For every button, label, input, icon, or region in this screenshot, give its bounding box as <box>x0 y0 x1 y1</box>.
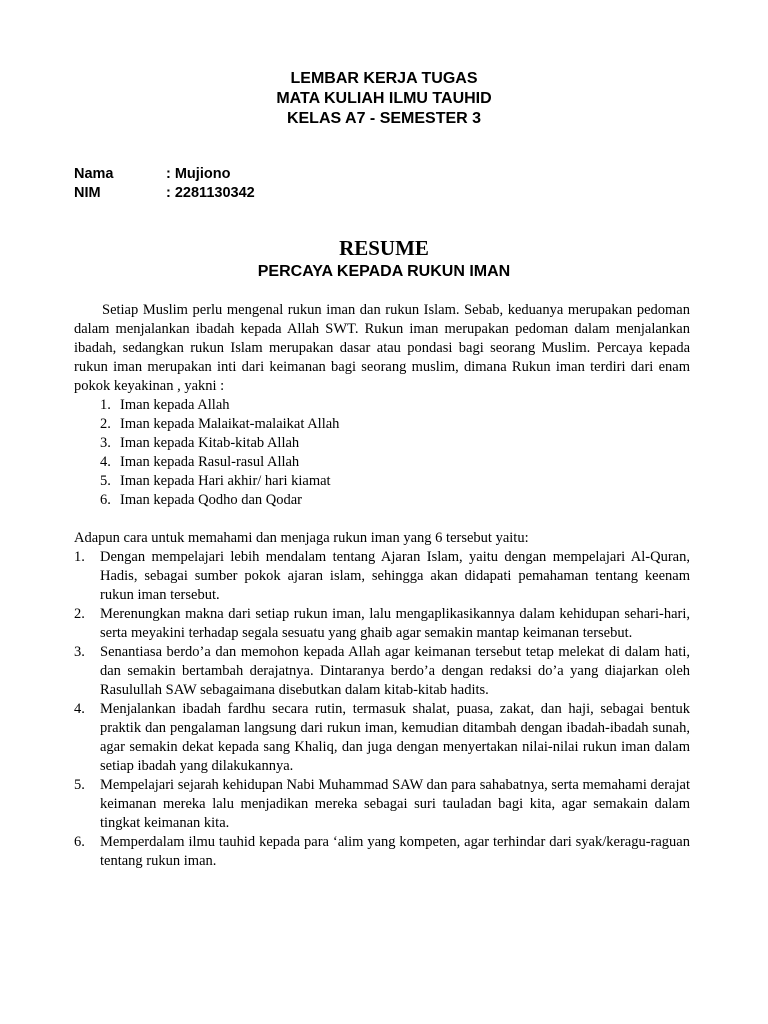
name-value: : Mujiono <box>166 166 231 182</box>
list-item <box>74 700 690 776</box>
nim-value: : 2281130342 <box>166 185 255 201</box>
list-item-number: 4. <box>74 701 85 717</box>
list-item-number: 1. <box>100 397 111 413</box>
header-line-1: LEMBAR KERJA TUGAS <box>290 70 478 87</box>
list-item-text: Dengan mempelajari lebih mendalam tentang Ajaran Islam, yaitu dengan mempelajari Al-Quran, Hadis, sebagai sumber pokok ajaran islam, sehingga akan didapati pemahaman tentang keenam rukun iman tersebut. <box>100 549 690 603</box>
resume-title: RESUME <box>339 236 429 260</box>
header-line-2: MATA KULIAH ILMU TAUHID <box>276 90 492 107</box>
document-body <box>74 301 690 871</box>
list-item-text: Iman kepada Hari akhir/ hari kiamat <box>120 473 331 489</box>
nim-label: NIM <box>74 185 101 201</box>
list-item-text: Merenungkan makna dari setiap rukun iman, lalu mengaplikasikannya dalam kehidupan sehari-hari, serta meyakini terhadap segala sesuatu yang ghaib agar semakin mantap keimanan tersebut. <box>100 606 690 641</box>
student-identity <box>74 165 255 203</box>
pillars-list <box>74 396 690 510</box>
list-item-number: 3. <box>100 435 111 451</box>
list-item-text: Memperdalam ilmu tauhid kepada para ‘alim yang kompeten, agar terhindar dari syak/keragu-raguan tentang rukun iman. <box>100 834 690 869</box>
list-item-number: 5. <box>74 777 85 793</box>
list-item-text: Iman kepada Qodho dan Qodar <box>120 492 302 508</box>
list-item <box>74 776 690 833</box>
ways-list <box>74 548 690 871</box>
list-item-text: Iman kepada Malaikat-malaikat Allah <box>120 416 340 432</box>
list-item-number: 6. <box>100 492 111 508</box>
ways-intro: Adapun cara untuk memahami dan menjaga rukun iman yang 6 tersebut yaitu: <box>74 530 529 546</box>
name-row <box>74 165 255 184</box>
list-item <box>74 434 690 453</box>
list-item-text: Iman kepada Allah <box>120 397 230 413</box>
list-item <box>74 833 690 871</box>
list-item-text: Menjalankan ibadah fardhu secara rutin, termasuk shalat, puasa, zakat, dan haji, sebagai bentuk praktik dan pengalaman langsung dari rukun iman, kemudian ditambah dengan ibadah-ibadah sunah, agar semakin dekat kepada sang Khaliq, dan juga dengan menyertakan nilai-nilai rukun iman dalam setiap ibadah yang dilakukannya. <box>100 701 690 774</box>
list-item <box>74 548 690 605</box>
list-item-number: 2. <box>74 606 85 622</box>
list-item-number: 5. <box>100 473 111 489</box>
resume-subtitle: PERCAYA KEPADA RUKUN IMAN <box>257 263 511 280</box>
list-item-text: Iman kepada Kitab-kitab Allah <box>120 435 300 451</box>
list-item-text: Iman kepada Rasul-rasul Allah <box>120 454 300 470</box>
list-item <box>74 396 690 415</box>
nim-row <box>74 184 255 203</box>
header-line-3: KELAS A7 - SEMESTER 3 <box>286 110 482 127</box>
document-header <box>0 69 768 129</box>
list-item-number: 1. <box>74 549 85 565</box>
intro-paragraph: Setiap Muslim perlu mengenal rukun iman dan rukun Islam. Sebab, keduanya merupakan pedoman dalam menjalankan ibadah kepada Allah SWT. Rukun iman merupakan pedoman dalam menjalankan ibadah, sedangkan rukun Islam merupakan dasar atau pondasi bagi seorang Muslim. Percaya kepada rukun iman merupakan inti dari keimanan bagi seorang muslim, dimana Rukun iman terdiri dari enam pokok keyakinan , yakni : <box>74 302 690 394</box>
list-item-number: 6. <box>74 834 85 850</box>
list-item <box>74 491 690 510</box>
list-item-text: Senantiasa berdo’a dan memohon kepada Allah agar keimanan tersebut tetap melekat di dalam hati, dan semakin bertambah derajatnya. Dintaranya berdo’a dengan redaksi do’a yang diajarkan oleh Rasulullah SAW sebagaimana disebutkan dalam kitab-kitab hadits. <box>100 644 690 698</box>
name-label: Nama <box>74 166 114 182</box>
list-item <box>74 643 690 700</box>
list-item <box>74 415 690 434</box>
list-item-text: Mempelajari sejarah kehidupan Nabi Muhammad SAW dan para sahabatnya, serta memahami derajat keimanan mereka lalu menjadikan mereka sebagai suri tauladan bagi kita, agar semakain dalam tingkat keimanan kita. <box>100 777 690 831</box>
list-item <box>74 605 690 643</box>
list-item-number: 4. <box>100 454 111 470</box>
list-item <box>74 453 690 472</box>
list-item-number: 3. <box>74 644 85 660</box>
list-item <box>74 472 690 491</box>
list-item-number: 2. <box>100 416 111 432</box>
